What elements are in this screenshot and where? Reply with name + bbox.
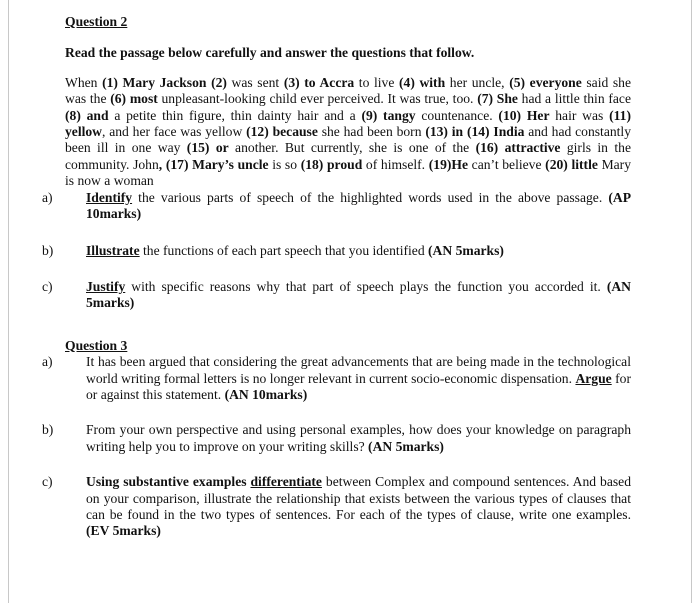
question-2-title: Question 2 bbox=[65, 14, 128, 29]
text: between Complex and compound sentences. And based on your comparison, illustrate the relationship that exists between the various types of clauses that can be found in the two types of sentences. For each of the types of clause, write one examples. bbox=[86, 474, 631, 522]
item-text bbox=[86, 354, 631, 402]
text: a petite thin figure, thin dainty hair and a bbox=[108, 107, 362, 123]
bold-text: (19)He bbox=[428, 156, 469, 172]
item-text bbox=[86, 190, 631, 221]
bold-text: (EV 5marks) bbox=[86, 523, 161, 539]
question-3-item-a bbox=[42, 354, 631, 403]
bold-text: (10) Her bbox=[498, 107, 550, 123]
item-letter: c) bbox=[42, 278, 53, 294]
question-3-items bbox=[42, 354, 632, 540]
bold-text: (AN 5marks) bbox=[86, 278, 631, 311]
bold-text: (13) in (14) India bbox=[425, 124, 525, 140]
text: for or against this statement. bbox=[86, 370, 632, 402]
bold-text: , (17) Mary’s uncle bbox=[158, 156, 269, 172]
text: was sent bbox=[226, 74, 284, 90]
bold-text: (5) everyone bbox=[509, 74, 582, 90]
question-2-item-a bbox=[42, 190, 631, 223]
text: From your own perspective and using personal examples, how does your knowledge on paragraph writing help you to improve on your writing skills? bbox=[86, 422, 631, 454]
bold-text: Using substantive examples bbox=[86, 474, 251, 490]
text: with specific reasons why that part of speech plays the function you accorded it. bbox=[125, 278, 607, 294]
question-2-item-c bbox=[42, 279, 631, 312]
text: girls in the community. John bbox=[65, 140, 631, 172]
underlined-keyword: Illustrate bbox=[86, 243, 140, 259]
question-2-items bbox=[42, 189, 631, 312]
text: When bbox=[65, 74, 103, 90]
item-letter: b) bbox=[42, 243, 54, 259]
bold-text: (20) little bbox=[545, 156, 598, 172]
text: of himself. bbox=[362, 156, 429, 172]
text: It has been argued that considering the great advancements that are being made in the technological world writing formal letters is no longer relevant in current socio-economic dispensation. bbox=[86, 354, 631, 386]
text: countenance. bbox=[415, 107, 499, 123]
document-content bbox=[42, 14, 632, 540]
item-letter: a) bbox=[42, 189, 53, 205]
text: her uncle, bbox=[445, 74, 510, 90]
bold-text: (4) with bbox=[399, 74, 446, 90]
bold-text: (AN 10marks) bbox=[224, 386, 308, 402]
bold-text: (6) most bbox=[110, 91, 158, 107]
text: and had constantly been ill in one way bbox=[65, 124, 632, 156]
text: another. But currently, she is one of the bbox=[228, 140, 476, 156]
underlined-keyword: Justify bbox=[86, 278, 126, 294]
bold-text: (1) Mary Jackson (2) bbox=[102, 74, 227, 90]
underlined-keyword: Argue bbox=[575, 370, 612, 386]
bold-text: (AN 5marks) bbox=[428, 243, 504, 259]
text: the various parts of speech of the highlighted words used in the above passage. bbox=[132, 189, 609, 205]
question-3-item-b bbox=[42, 422, 631, 455]
text: , and her face was yellow bbox=[102, 124, 247, 140]
text: had a little thin face bbox=[517, 91, 631, 107]
text: hair was bbox=[549, 107, 610, 123]
bold-text: (11) yellow bbox=[65, 107, 631, 140]
question-3-title: Question 3 bbox=[65, 337, 128, 353]
bold-text: (18) proud bbox=[300, 156, 363, 172]
item-text bbox=[86, 474, 631, 538]
text: to live bbox=[354, 74, 399, 90]
bold-text: (AP 10marks) bbox=[86, 189, 631, 222]
text: she had been born bbox=[317, 124, 426, 140]
text: unpleasant-looking child ever perceived. It was true, too. bbox=[157, 91, 478, 107]
question-3-item-c bbox=[42, 474, 631, 540]
item-letter: a) bbox=[42, 354, 53, 370]
item-letter: c) bbox=[42, 474, 53, 490]
item-text bbox=[86, 422, 631, 453]
text: said she was the bbox=[65, 74, 632, 107]
underlined-keyword: differentiate bbox=[250, 474, 322, 490]
question-2-item-b bbox=[42, 243, 631, 259]
item-text bbox=[86, 243, 504, 258]
bold-text: (8) and bbox=[65, 107, 109, 123]
bold-text: (7) She bbox=[477, 91, 518, 107]
text: is so bbox=[268, 156, 301, 172]
bold-text: (3) to Accra bbox=[283, 74, 355, 90]
text: can’t believe bbox=[468, 156, 546, 172]
text: the functions of each part speech that you identified bbox=[139, 243, 429, 259]
bold-text: (16) attractive bbox=[475, 140, 561, 156]
bold-text: (12) because bbox=[246, 124, 318, 140]
bold-text: (9) tangy bbox=[361, 107, 416, 123]
question-2-instruction: Read the passage below carefully and answer the questions that follow. bbox=[65, 45, 475, 61]
bold-text: (AN 5marks) bbox=[368, 438, 444, 454]
item-text bbox=[86, 279, 631, 310]
text: Mary is now a woman bbox=[65, 156, 632, 189]
passage bbox=[65, 75, 631, 190]
underlined-keyword: Identify bbox=[86, 189, 133, 205]
bold-text: (15) or bbox=[186, 140, 229, 156]
item-letter: b) bbox=[42, 422, 54, 438]
